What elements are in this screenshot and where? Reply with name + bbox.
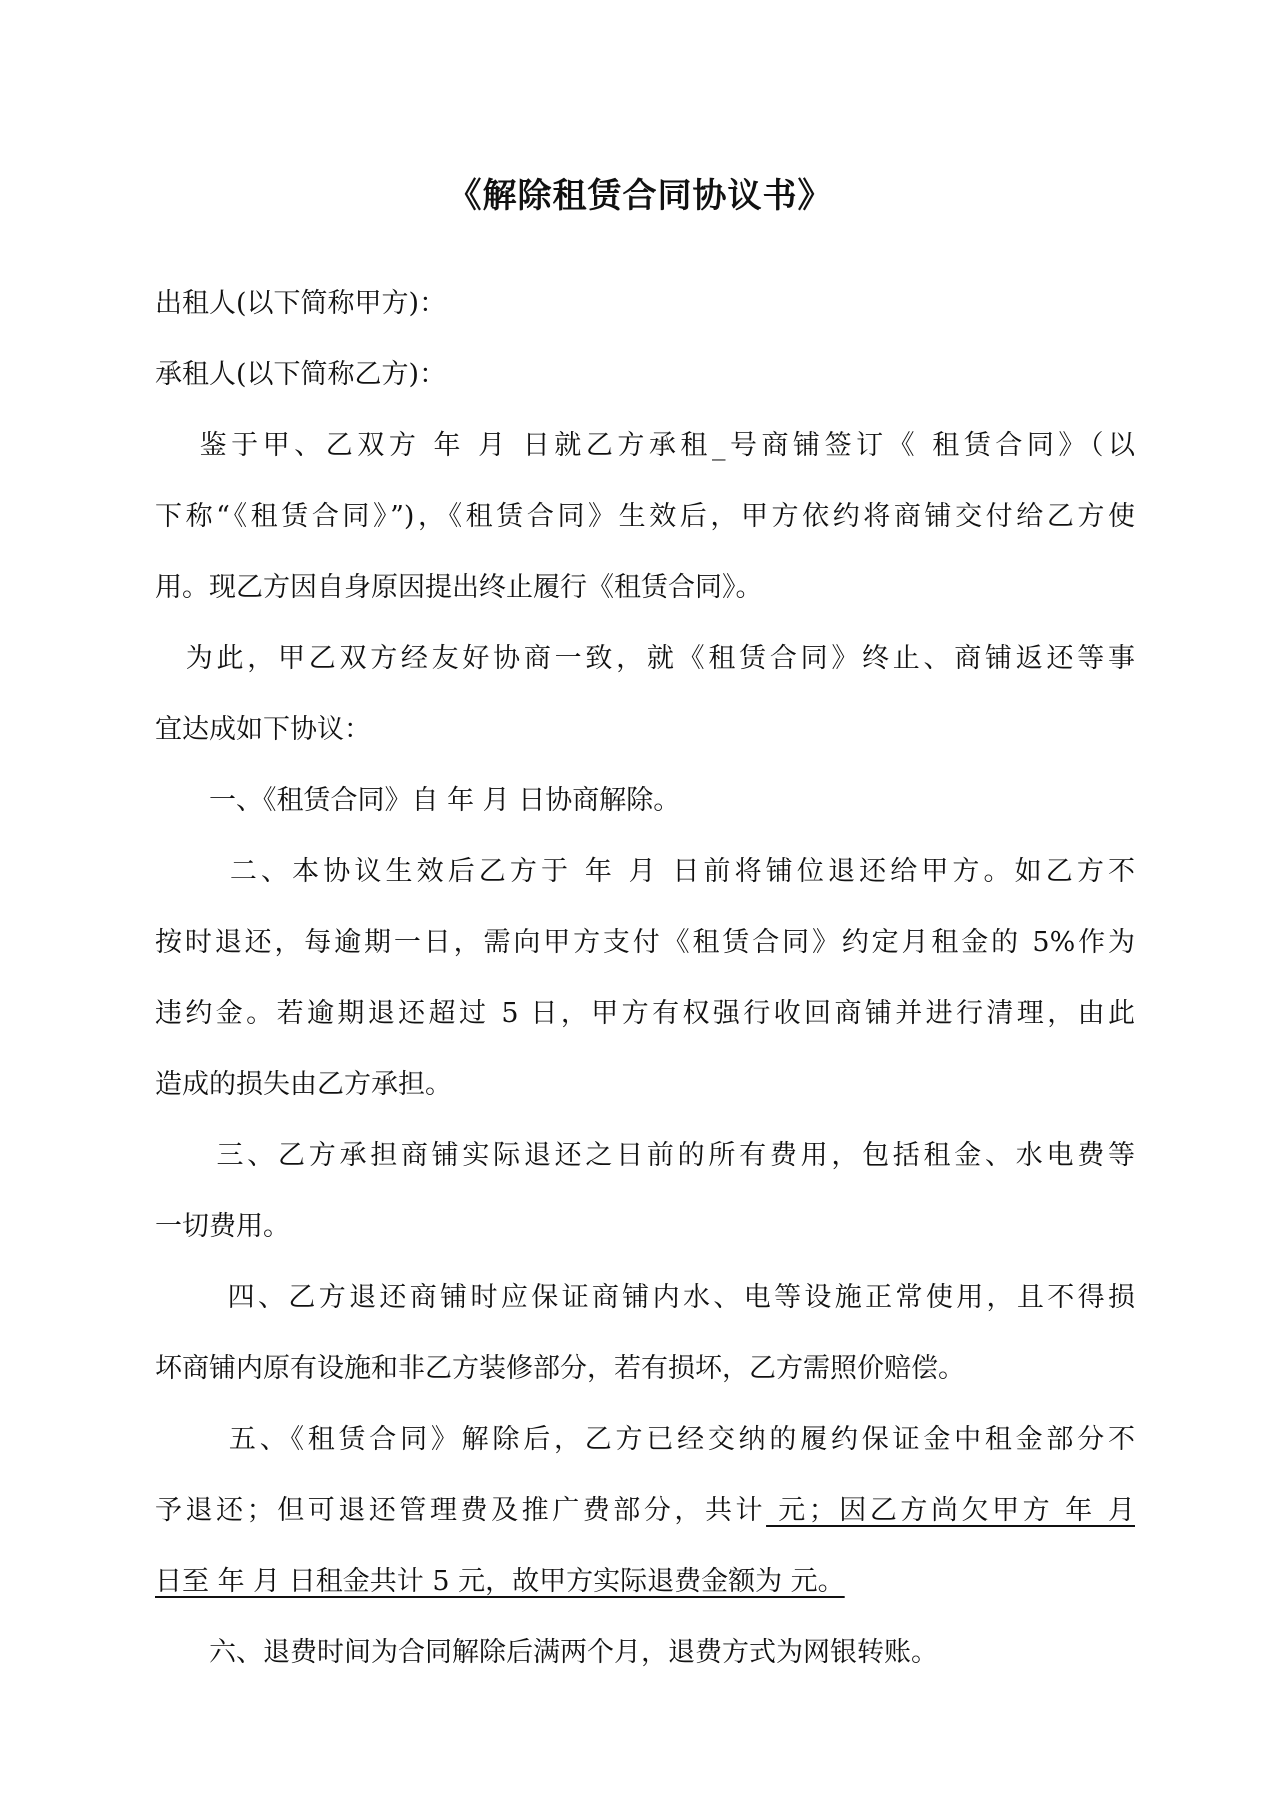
clause-4-line: 坏商铺内原有设施和非乙方装修部分，若有损坏，乙方需照价赔偿。 xyxy=(155,1353,965,1384)
lessor-line: 出租人(以下简称甲方)： xyxy=(155,288,447,319)
document-title: 《解除租赁合同协议书》 xyxy=(447,176,833,216)
clause-2-line: 按时退还，每逾期一日，需向甲方支付《租赁合同》约定月租金的 5%作为 xyxy=(155,927,1135,958)
clause-5-underlined-text: 元；因乙方尚欠甲方 年 月 xyxy=(766,1495,1135,1526)
intro-line: 宜达成如下协议： xyxy=(155,714,371,745)
clause-5-line xyxy=(155,1475,1135,1546)
clause-6-line: 六、退费时间为合同解除后满两个月，退费方式为网银转账。 xyxy=(155,1637,938,1668)
clause-2-line: 二、本协议生效后乙方于 年 月 日前将铺位退还给甲方。如乙方不 xyxy=(155,856,1135,887)
preamble-line: 下称“《租赁合同》”)，《租赁合同》生效后，甲方依约将商铺交付给乙方使 xyxy=(155,501,1135,532)
clause-5-underlined-text: 日至 年 月 日租金共计 5 元，故甲方实际退费金额为 元。 xyxy=(155,1566,845,1597)
intro-line: 为此，甲乙双方经友好协商一致，就《租赁合同》终止、商铺返还等事 xyxy=(155,643,1135,674)
document-body xyxy=(155,268,1135,1688)
clause-3-line: 三、乙方承担商铺实际退还之日前的所有费用，包括租金、水电费等 xyxy=(155,1140,1135,1171)
clause-4-line: 四、乙方退还商铺时应保证商铺内水、电等设施正常使用，且不得损 xyxy=(155,1282,1135,1313)
clause-5-line: 五、《租赁合同》解除后，乙方已经交纳的履约保证金中租金部分不 xyxy=(155,1424,1135,1455)
preamble-line: 鉴于甲、乙双方 年 月 日就乙方承租_号商铺签订《 租赁合同》（以 xyxy=(155,430,1135,461)
clause-5-text: 予退还；但可退还管理费及推广费部分，共计 xyxy=(155,1495,767,1526)
lessee-line: 承租人(以下简称乙方)： xyxy=(155,359,447,390)
preamble-line: 用。现乙方因自身原因提出终止履行《租赁合同》。 xyxy=(155,572,763,603)
clause-1-line: 一、《租赁合同》自 年 月 日协商解除。 xyxy=(155,785,681,816)
clause-5-line xyxy=(155,1546,1135,1617)
clause-2-line: 造成的损失由乙方承担。 xyxy=(155,1069,452,1100)
clause-2-line: 违约金。若逾期退还超过 5 日，甲方有权强行收回商铺并进行清理，由此 xyxy=(155,998,1135,1029)
clause-3-line: 一切费用。 xyxy=(155,1211,290,1242)
